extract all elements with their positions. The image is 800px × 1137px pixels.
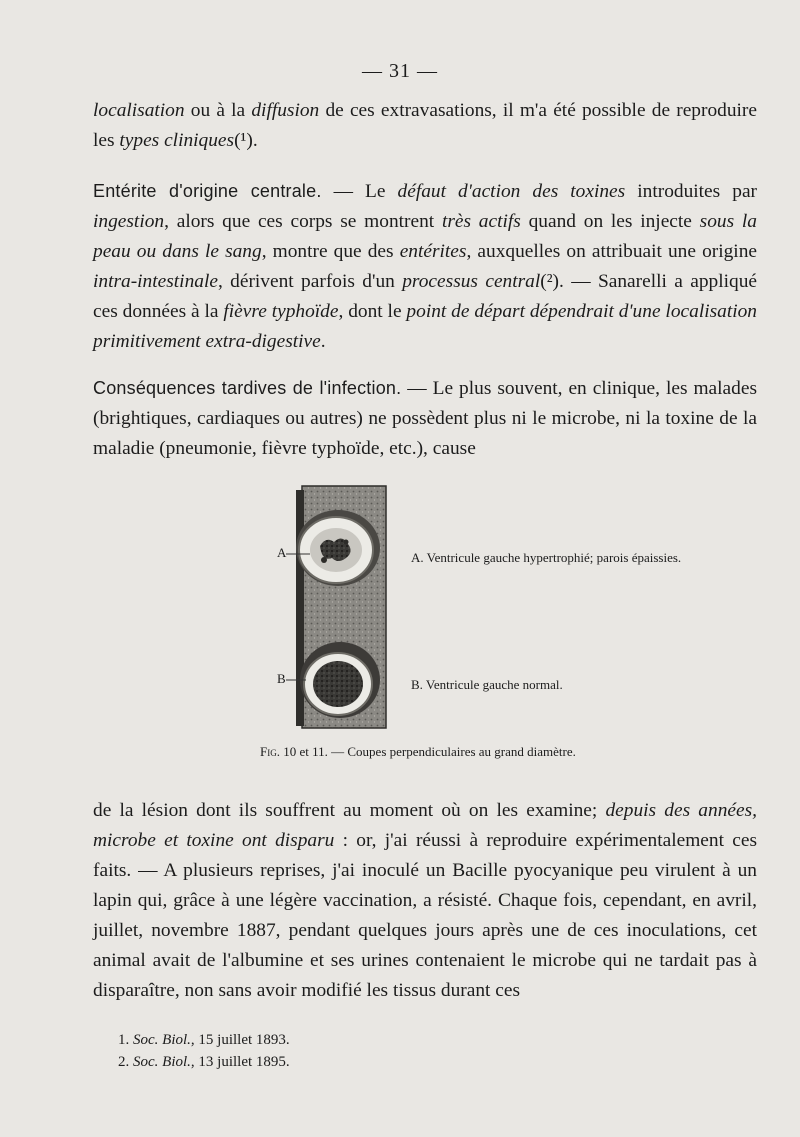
heart-sections-illustration: [280, 484, 390, 730]
footnote-ref: (¹).: [234, 130, 258, 151]
figure-label-b: B: [277, 671, 286, 686]
italic-term: types cliniques: [119, 130, 235, 151]
section-heading: Conséquences tardives de l'infection.: [93, 378, 402, 398]
figure-caption-a: A. Ventricule gauche hypertrophié; parois épaissies.: [411, 550, 682, 565]
footnote: 2. Soc. Biol., 13 juillet 1895.: [118, 1054, 290, 1070]
section-a-ring: [296, 510, 380, 586]
italic-term: localisation: [93, 100, 185, 121]
italic-term: diffusion: [251, 100, 320, 121]
paragraph-continuation: de la lésion dont ils souffrent au moment où on les examine; depuis des années, microbe et toxine ont disparu : or, j'ai réussi à reproduire expérimentalement ces faits. — A plusieurs reprises, j'ai inoculé un Bacille pyocyanique peu virulent à un lapin qui, grâce à une légère vaccination, a résisté. Chaque fois, cependant, en avril, juillet, novembre 1887, pendant quelques jours après une de ces inoculations, cet animal avait de l'albumine et ses urines contenaient le microbe qui ne tardait pas à disparaître, non sans avoir modifié les tissus durant ces: [93, 800, 757, 1001]
figure-label-a: A: [277, 545, 287, 560]
page-number: — 31 —: [362, 60, 438, 82]
paragraph-intro: localisation ou à la diffusion de ces extravasations, il m'a été possible de reproduire les types cliniques(¹).: [93, 100, 757, 151]
figure-title: Fig. 10 et 11. — Coupes perpendiculaires au grand diamètre.: [260, 744, 576, 759]
section-b-ring: [300, 642, 380, 718]
section-heading: Entérite d'origine centrale.: [93, 181, 322, 201]
paragraph-enterite: Entérite d'origine centrale. — Le défaut d'action des toxines introduites par ingestion, alors que ces corps se montrent très actifs quand on les injecte sous la peau ou dans le sang, montre que des entérites, auxquelles on attribuait une origine intra-intestinale, dérivent parfois d'un processus central(²). — Sanarelli a appliqué ces données à la fièvre typhoïde, dont le point de départ dépendrait d'une localisation primitivement extra-digestive.: [93, 181, 758, 352]
figure-caption-b: B. Ventricule gauche normal.: [411, 677, 563, 692]
footnote: 1. Soc. Biol., 15 juillet 1893.: [118, 1032, 290, 1048]
paragraph-consequences: Conséquences tardives de l'infection. — Le plus souvent, en clinique, les malades (brightiques, cardiaques ou autres) ne possèdent plus ni le microbe, ni la toxine de la maladie (pneumonie, fièvre typhoïde, etc.), cause: [93, 378, 757, 459]
footnotes: [118, 1029, 290, 1073]
